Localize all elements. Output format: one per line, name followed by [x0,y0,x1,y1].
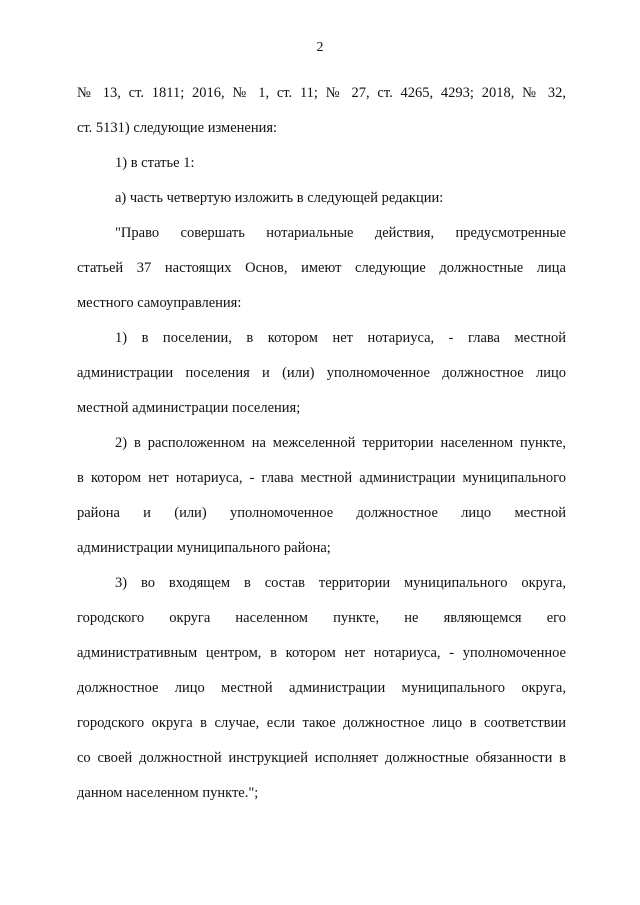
text-line: местной администрации поселения; [77,400,301,416]
text-line: должностное лицо местной администрации муниципального округа, [77,680,566,696]
text-line: местного самоуправления: [77,295,242,311]
text-line: района и (или) уполномоченное должностное лицо местной [77,505,566,521]
text-line: данном населенном пункте."; [77,785,259,801]
text-line: "Право совершать нотариальные действия, предусмотренные [115,225,566,241]
text-line: 3) во входящем в состав территории муниципального округа, [115,575,566,591]
text-line: 1) в поселении, в котором нет нотариуса, - глава местной [115,330,566,346]
text-line: ст. 5131) следующие изменения: [77,120,278,136]
text-line: в котором нет нотариуса, - глава местной администрации муниципального [77,470,566,486]
text-line: административным центром, в котором нет нотариуса, - уполномоченное [77,645,566,661]
text-line: со своей должностной инструкцией исполняет должностные обязанности в [77,750,566,766]
text-line: администрации поселения и (или) уполномоченное должностное лицо [77,365,566,381]
text-line: городского округа в случае, если такое должностное лицо в соответствии [77,715,566,731]
text-line: а) часть четвертую изложить в следующей редакции: [115,190,444,206]
text-line: городского округа населенном пункте, не являющемся его [77,610,566,626]
text-line: статьей 37 настоящих Основ, имеют следующие должностные лица [77,260,566,276]
text-line: № 13, ст. 1811; 2016, № 1, ст. 11; № 27, ст. 4265, 4293; 2018, № 32, [77,85,566,101]
page-number: 2 [316,40,324,55]
text-line: 2) в расположенном на межселенной территории населенном пункте, [115,435,566,451]
text-line: 1) в статье 1: [115,155,195,171]
text-line: администрации муниципального района; [77,540,331,556]
